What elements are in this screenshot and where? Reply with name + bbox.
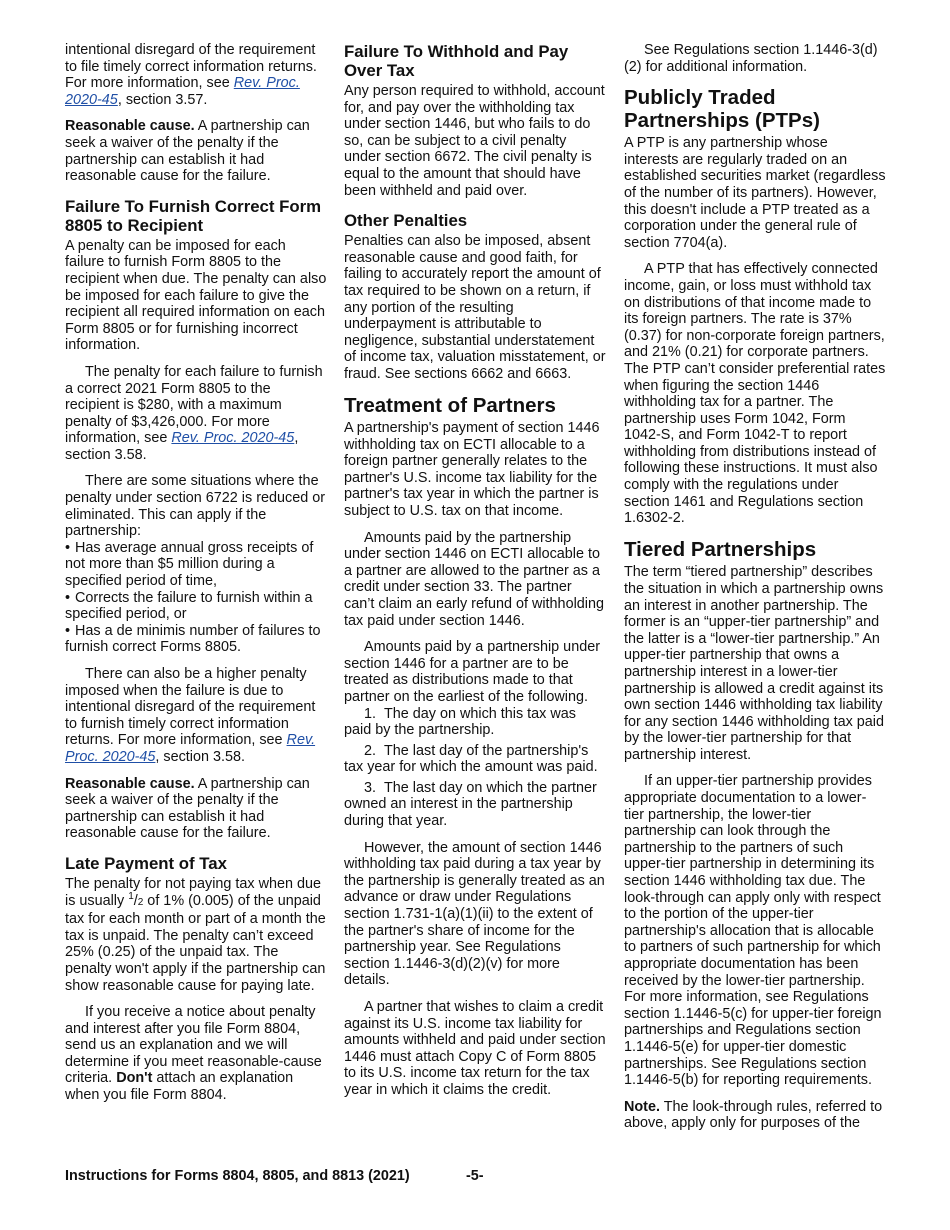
heading-ptp: Publicly Traded Partnerships (PTPs) [624, 86, 820, 132]
paragraph-see-regulations: See Regulations section 1.1446-3(d)(2) for additional information. [624, 42, 878, 75]
list-item: • Has a de minimis number of failures to furnish correct Forms 8805. [65, 622, 321, 656]
run-in-heading: Reasonable cause. [65, 118, 195, 135]
heading-other-penalties: Other Penalties [344, 211, 468, 231]
column-right [624, 42, 886, 1142]
rev-proc-link[interactable]: Rev. Proc. 2020-45 [65, 732, 316, 765]
paragraph-treatment: A partnership's payment of section 1446 withholding tax on ECTI allocable to a foreign partner generally relates to the partner's U.S. income tax liability for the partner's tax year in which the partner is subject to U.S. tax on that income. [344, 420, 600, 519]
paragraph-reasonable-cause: Reasonable cause. A partnership can seek a waiver of the penalty if the partnership can establish it had reasonable cause for the failure. [65, 118, 310, 185]
heading-treatment-of-partners: Treatment of Partners [344, 393, 556, 417]
run-in-heading: Reasonable cause. [65, 775, 195, 792]
paragraph-higher-penalty: There can also be a higher penalty imposed when the failure is due to intentional disregard of the requirement to furnish timely correct information returns. For more information, see Rev. Proc. 2020-45, section 3.58. [65, 666, 316, 765]
column-left [65, 42, 327, 1114]
heading-failure-to-withhold: Failure To Withhold and Pay Over Tax [344, 42, 569, 80]
list-item: 1. The day on which this tax was paid by the partnership. [344, 705, 576, 739]
paragraph-amounts-distributions: Amounts paid by a partnership under section 1446 for a partner are to be treated as distributions made to that partner on the earliest of the following. [344, 639, 600, 705]
list-item: • Corrects the failure to furnish within a specified period, or [65, 589, 313, 623]
bullet-icon: • [65, 539, 71, 556]
paragraph-other-penalties: Penalties can also be imposed, absent reasonable cause and good faith, for failing to accurately report the amount of tax required to be shown on a return, if any portion of the resulting underpayment is attributable to negligence, substantial understatement of income tax, valuation misstatement, or fraud. See sections 6662 and 6663. [344, 233, 606, 382]
column-middle [344, 42, 606, 1109]
rev-proc-link[interactable]: Rev. Proc. 2020-45 [65, 75, 300, 108]
heading-tiered-partnerships: Tiered Partnerships [624, 537, 817, 561]
paragraph-intentional-disregard: intentional disregard of the requirement to file timely correct information returns. For more information, see Rev. Proc. 2020-45, section 3.57. [65, 42, 317, 108]
paragraph-notice: If you receive a notice about penalty and interest after you file Form 8804, send us an explanation and we will determine if you meet reasonable-cause criteria. Don't attach an explanation when you file Form 8804. [65, 1004, 322, 1104]
heading-late-payment: Late Payment of Tax [65, 853, 227, 873]
paragraph-penalty-amount: The penalty for each failure to furnish a correct 2021 Form 8805 to the recipient is $280, with a maximum penalty of $3,426,000. For more information, see Rev. Proc. 2020-45, section 3.58. [65, 363, 323, 463]
heading-failure-to-furnish: Failure To Furnish Correct Form 8805 to Recipient [65, 196, 322, 235]
paragraph-tiered-definition: The term “tiered partnership” describes the situation in which a partnership owns an interest in another partnership. The former is an “upper-tier partnership” and the latter is a “lower-tier partnership.” An upper-tier partnership that owns a partnership interest in a lower-tier partnership is allowed a credit against its own section 1446 withholding tax liability for any section 1446 withholding tax paid by the lower-tier partnership for that partnership interest. [624, 564, 885, 763]
list-item: • Has average annual gross receipts of not more than $5 million during a specified period of time, [65, 539, 314, 590]
paragraph-late-payment: The penalty for not paying tax when due is usually $^1$/2 of 1% (0.005) of the unpaid tax for each month or part of a month the tax is unpaid. The penalty can’t exceed 25% (0.25) of the unpaid tax. The penalty won't apply if the partnership can show reasonable cause for paying late. [65, 875, 326, 994]
paragraph-however: However, the amount of section 1446 withholding tax paid during a tax year by the partnership is generally treated as an advance or draw under Regulations section 1.731-1(a)(1)(ii) to the extent of the partner's share of income for the partnership year. See Regulations section 1.1446-3(d)(2)(v) for more details. [344, 839, 605, 989]
paragraph-reasonable-cause: Reasonable cause. A partnership can seek a waiver of the penalty if the partnership can establish it had reasonable cause for the failure. [65, 775, 310, 842]
paragraph-claim-credit: A partner that wishes to claim a credit against its U.S. income tax liability for amounts withheld and paid under section 1446 must attach Copy C of Form 8805 to its U.S. income tax return for the tax year in which it claims the credit. [344, 999, 606, 1098]
paragraph-ptp-rate: A PTP that has effectively connected income, gain, or loss must withhold tax on distributions of that income made to its foreign partners. The rate is 37% (0.37) for non-corporate foreign partners, and 21% (0.21) for corporate partners. The PTP can’t consider preferential rates when figuring the section 1446 withholding tax for a partner. The partnership uses Form 1042, Form 1042-S, and Form 1042-T to report withholding from distributions instead of following these instructions. It must also comply with the regulations under section 1461 and Regulations section 1.6302-2. [624, 261, 886, 527]
page-number: -5- [466, 1168, 484, 1184]
paragraph-situations: There are some situations where the penalty under section 6722 is reduced or eliminated. This can apply if the partnership: [65, 473, 326, 540]
run-in-heading: Note. [624, 1098, 660, 1115]
paragraph-note: Note. The look-through rules, referred to above, apply only for purposes of the [624, 1098, 883, 1132]
bullet-icon: • [65, 622, 71, 639]
footer-title: Instructions for Forms 8804, 8805, and 8813 (2021) [65, 1168, 410, 1184]
numbered-list [344, 706, 606, 830]
paragraph-withhold: Any person required to withhold, account for, and pay over the withholding tax under section 1446, but who fails to do so, can be subject to a civil penalty under section 6672. The civil penalty is equal to the amount that should have been withheld and paid over. [344, 83, 605, 199]
rev-proc-link[interactable]: Rev. Proc. 2020-45 [171, 430, 295, 447]
list-item: 2. The last day of the partnership's tax year for which the amount was paid. [344, 742, 598, 776]
bullet-icon: • [65, 589, 71, 606]
paragraph-amounts-ecti: Amounts paid by the partnership under section 1446 on ECTI allocable to a partner are allowed to the partner as a credit under section 33. The partner can’t claim an early refund of withholding tax paid under section 1446. [344, 529, 604, 629]
bullet-list [65, 540, 327, 656]
paragraph-ptp-definition: A PTP is any partnership whose interests are regularly traded on an established securities market (regardless of the number of its partners). However, this doesn't include a PTP treated as a corporation under the general rule of section 7704(a). [624, 135, 886, 251]
paragraph-upper-tier: If an upper-tier partnership provides appropriate documentation to a lower-tier partnership, the lower-tier partnership can look through the partnership to the partners of such upper-tier partnership in determining its section 1446 withholding tax due. The look-through can apply only with respect to the portion of the upper-tier partnership's allocation that is allocable to partners of such partnership for which appropriate documentation has been received by the lower-tier partnership. For more information, see Regulations section 1.1446-5(c) for upper-tier foreign partnerships and Regulations section 1.1446-5(e) for upper-tier domestic partnerships. See Regulations section 1.1446-5(b) for reporting requirements. [624, 773, 882, 1089]
paragraph-penalty-each-failure: A penalty can be imposed for each failure to furnish Form 8805 to the recipient when due. The penalty can also be imposed for each failure to give the recipient all required information on each Form 8805 or for furnishing incorrect information. [65, 237, 327, 354]
list-item: 3. The last day on which the partner owned an interest in the partnership during that year. [344, 779, 597, 830]
